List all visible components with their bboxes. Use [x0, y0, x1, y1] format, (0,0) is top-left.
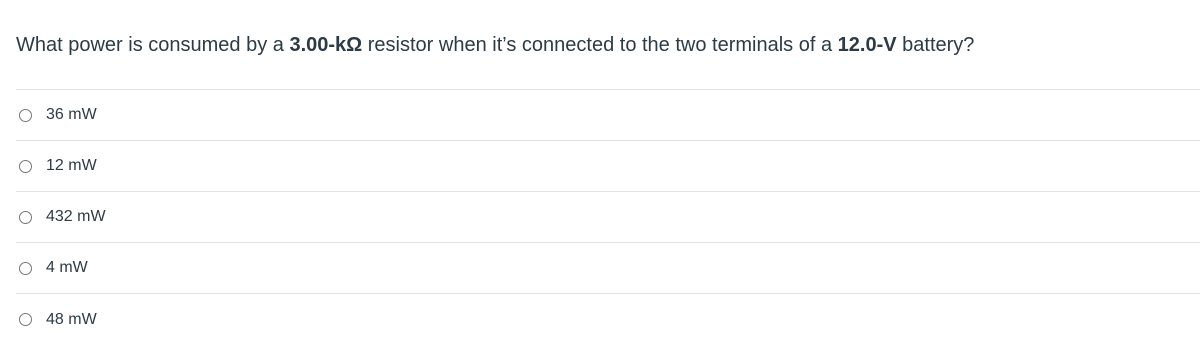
question-text-part2: resistor when it’s connected to the two terminals of a [362, 34, 838, 56]
answer-label: 4 mW [46, 259, 88, 276]
answer-option-3[interactable] [16, 192, 1200, 243]
answer-label: 36 mW [46, 106, 97, 123]
question-text-part3: battery? [896, 34, 975, 56]
answer-option-1[interactable] [16, 90, 1200, 141]
radio-button-icon[interactable] [19, 262, 32, 275]
radio-button-icon[interactable] [19, 313, 32, 326]
question-text [16, 31, 974, 59]
answer-option-4[interactable] [16, 243, 1200, 294]
radio-button-icon[interactable] [19, 109, 32, 122]
question-text-part1: What power is consumed by a [16, 34, 290, 56]
question-voltage: 12.0-V [837, 34, 897, 56]
answer-option-5[interactable] [16, 294, 1200, 345]
answer-label: 48 mW [46, 310, 97, 328]
answer-label: 12 mW [46, 157, 97, 174]
answer-option-2[interactable] [16, 141, 1200, 192]
question-resistance: 3.00-kΩ [289, 34, 363, 56]
radio-button-icon[interactable] [19, 160, 32, 173]
radio-button-icon[interactable] [19, 211, 32, 224]
answer-label: 432 mW [46, 208, 106, 225]
answer-list [16, 89, 1200, 345]
